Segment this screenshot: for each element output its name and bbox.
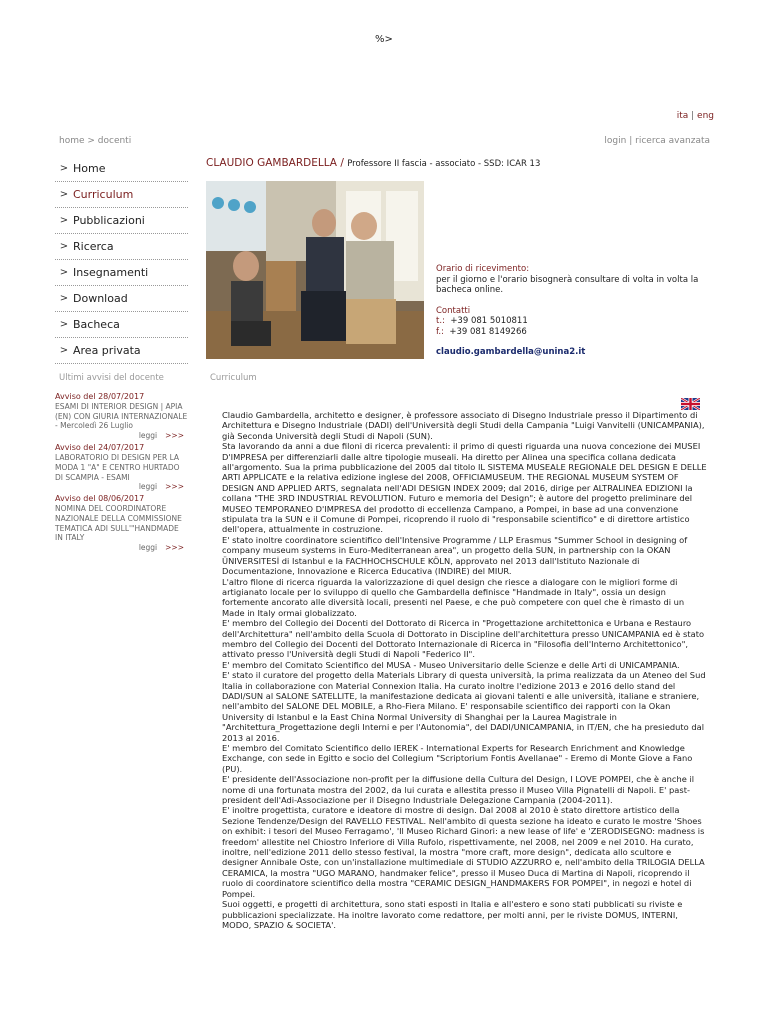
bio-paragraph: E' inoltre progettista, curatore e ideatore di mostre di design. Dal 2008 al 2010 è stato direttore artistico della Sezione Tendenze/Design del RAVELLO FESTIVAL. Nell'ambito di questa sezione ha ideato e curato le mostre 'Shoes on exhibit: i tesori del Museo Ferragamo', 'Il Museo Richard Ginori: a new lease of life' e 'ZERODISEGNO: madness is freedom' allestite nel Chiostro Inferiore di Villa Rufolo, rispettivamente, nel 2008, nel 2009 e nel 2010. Ha curato, inoltre, nell'edizione 2011 dello stesso festival, la mostra "more craft, more design", dedicata allo scultore e designer Annibale Oste, con un'installazione multimediale di STUDIO AZZURRO e, nell'ambito della TRILOGIA DELLA CERAMICA, la mostra "UGO MARANO, handmaker felice", presso il Museo Duca di Martina di Napoli, ricoprendo il ruolo di coordinatore scientifico della mostra "CERAMIC DESIGN_HANDMAKERS FOR POMPEI", in negozi e hotel di Pompei. — [222, 805, 705, 899]
sidebar-item-label: Curriculum — [73, 188, 134, 201]
login-link[interactable]: login — [604, 136, 627, 146]
read-more-link[interactable] — [55, 543, 188, 553]
sidebar-item-download[interactable] — [55, 286, 188, 312]
lang-eng-link[interactable]: eng — [697, 111, 714, 121]
bio-paragraph: E' membro del Comitato Scientifico dello IEREK - International Experts for Research Enrichment and Knowledge Exchange, con sede in Egitto e socio del Collegium "Scriptorium Fontis Avellanae" - Eremo di Monte Giove a Fano (PU). — [222, 743, 693, 774]
curriculum-section-label: Curriculum — [210, 373, 257, 383]
stray-text: %> — [375, 34, 393, 45]
read-more-label: leggi — [138, 543, 158, 553]
avviso-date: Avviso del 28/07/2017 — [55, 392, 145, 401]
professor-name: CLAUDIO GAMBARDELLA / — [206, 157, 344, 169]
breadcrumb[interactable]: home > docenti — [59, 136, 132, 146]
chevron-right-icon: > — [59, 319, 69, 330]
bio-paragraph: E' stato il curatore del progetto della Materials Library di questa università, la prima realizzata da un Ateneo del Sud Italia in collaborazione con Material Connexion Italia. Ha curato inoltre l'edizione 2013 e 2016 dello stand del DADI/SUN al SALONE SATELLITE, la manifestazione dedicata ai giovani talenti e alle università, italiane e straniere, nell'ambito del SALONE DEL MOBILE, a Rho-Fiera Milano. E' responsabile scientifico dei rapporti con la Okan University di Istanbul e la East China Normal University di Shanghai per la Laurea Magistrale in "Architettura_Progettazione degli Interni e per l'Autonomia", del DADI/UNICAMPANIA, in IT/EN, che ha presieduto dal 2013 al 2016. — [222, 670, 706, 743]
read-more-link[interactable] — [55, 482, 188, 492]
advanced-search-link[interactable]: ricerca avanzata — [635, 136, 710, 146]
bio-paragraph: Suoi oggetti, e progetti di architettura, sono stati esposti in Italia e all'estero e sono stati pubblicati su riviste e pubblicazioni specializzate. Ha inoltre lavorato come redattore, per molti anni, per le riviste DOMUS, INTERNI, MODO, SPAZIO & SOCIETA'. — [222, 899, 683, 930]
top-links-separator: | — [629, 136, 633, 146]
avviso-date: Avviso del 24/07/2017 — [55, 443, 145, 453]
read-more-label: leggi — [138, 482, 158, 492]
sidebar-item-pubblicazioni[interactable] — [55, 208, 188, 234]
list-item — [55, 392, 188, 441]
read-more-arrows: >>> — [165, 543, 184, 553]
sidebar-item-label: Insegnamenti — [73, 266, 149, 279]
chevron-right-icon: > — [59, 241, 69, 252]
chevron-right-icon: > — [59, 189, 69, 200]
office-hours-label: Orario di ricevimento: — [436, 264, 530, 274]
sidebar-item-label: Download — [73, 292, 128, 305]
uk-flag-icon[interactable] — [681, 398, 700, 410]
avvisi-title: Ultimi avvisi del docente — [59, 373, 164, 383]
lang-separator: | — [691, 111, 695, 121]
chevron-right-icon: > — [59, 163, 69, 174]
sidebar-item-ricerca[interactable] — [55, 234, 188, 260]
sidebar-item-bacheca[interactable] — [55, 312, 188, 338]
language-switcher — [677, 111, 714, 121]
contact-info — [436, 264, 726, 358]
profile-photo — [206, 181, 424, 359]
sidebar-item-area-privata[interactable] — [55, 338, 188, 364]
avviso-text: LABORATORIO DI DESIGN PER LA MODA 1 "A" E CENTRO HURTADO DI SCAMPIA - ESAMI — [55, 453, 180, 482]
bio-paragraph: E' membro del Comitato Scientifico del MUSA - Museo Universitario delle Scienze e delle Arti di UNICAMPANIA. — [222, 659, 680, 670]
curriculum-text — [222, 410, 708, 930]
email-link[interactable]: claudio.gambardella@unina2.it — [436, 347, 586, 357]
phone-row — [436, 316, 726, 327]
read-more-link[interactable] — [55, 431, 188, 441]
phone-number: +39 081 5010811 — [450, 316, 528, 326]
read-more-arrows: >>> — [165, 482, 184, 492]
read-more-arrows: >>> — [165, 431, 184, 441]
page-title — [206, 157, 540, 169]
sidebar-item-label: Home — [73, 162, 106, 175]
avvisi-list — [55, 392, 188, 555]
read-more-label: leggi — [138, 431, 158, 441]
bio-paragraph: E' membro del Collegio dei Docenti del Dottorato di Ricerca in "Progettazione architettonica e Urbana e Restauro dell'Architettura" nell'ambito della Scuola di Dottorato in Discipline dell'architettura presso UNICAMPANIA ed è stato membro del Collegio dei Docenti del Dottorato Internazionale di Ricerca in "Filosofia dell'Interno Architettonico", attivato presso l'Università degli Studi di Napoli "Federico II". — [222, 618, 705, 660]
fax-row — [436, 327, 726, 338]
chevron-right-icon: > — [59, 293, 69, 304]
sidebar-item-insegnamenti[interactable] — [55, 260, 188, 286]
list-item — [55, 443, 188, 492]
sidebar-item-curriculum[interactable] — [55, 182, 188, 208]
sidebar-item-label: Pubblicazioni — [73, 214, 145, 227]
avviso-text: NOMINA DEL COORDINATORE NAZIONALE DELLA COMMISSIONE TEMATICA ADI SULL'"HANDMADE IN ITALY — [55, 504, 182, 543]
bio-paragraph: Sta lavorando da anni a due filoni di ricerca prevalenti: il primo di questi riguarda una nuova concezione dei MUSEI D'IMPRESA per differenziarli dalle altre tipologie museali. Ha diretto per Alinea una specifica collana dedicata all'argomento. Sua la prima pubblicazione del 2005 dal titolo IL SISTEMA MUSEALE REGIONALE DEL DESIGN E DELLE ARTI APPLICATE e la relativa edizione inglese del 2008, OFFICIAMUSEUM. THE REGIONAL MUSEUM SYSTEM OF DESIGN AND APPLIED ARTS, segnalata nell'ADI DESIGN INDEX 2009; dal 2016, dirige per ALTRALINEA EDIZIONI la collana "THE 3RD INDUSTRIAL REVOLUTION. Futuro e memoria del Design"; è autore del progetto preliminare del MUSEO TEMPORANEO D'IMPRESA del prodotto di eccellenza Campano, a Pompei, in base ad una convenzione stipulata tra la SUN e il Comune di Pompei, ricoprendo il ruolo di "responsabile scientifico" e di direttore artistico dell'opera, attualmente in costruzione. — [222, 441, 707, 535]
sidebar-nav — [55, 156, 188, 364]
bio-paragraph: E' presidente dell'Associazione non-profit per la diffusione della Cultura del Design, I LOVE POMPEI, che è anche il nome di una fortunata mostra del 2002, da lui curata e allestita presso il Museo Villa Pignatelli di Napoli. E' past-president dell'Adi-Associazione per il Disegno Industriale Delegazione Campania (2004-2011). — [222, 774, 695, 806]
bio-paragraph: E' stato inoltre coordinatore scientifico dell'Intensive Programme / LLP Erasmus "Summer School in designing of company museum systems in Euro-Mediterranean area", un progetto della SUN, in partnership con la OKAN ÜNIVERSITESİ di Istanbul e la FACHHOCHSCHULE KÖLN, approvato nel 2013 dall'Istituto Nazionale di Documentazione, Innovazione e Ricerca Educativa (INDIRE) del MIUR. — [222, 534, 688, 577]
lang-ita-link[interactable]: ita — [676, 111, 689, 121]
top-links — [604, 136, 710, 146]
office-hours-text: per il giorno e l'orario bisognerà consultare di volta in volta la bacheca online. — [436, 274, 699, 295]
sidebar-item-home[interactable] — [55, 156, 188, 182]
fax-number: +39 081 8149266 — [449, 326, 527, 337]
list-item — [55, 494, 188, 553]
sidebar-item-label: Area privata — [73, 344, 141, 357]
sidebar-item-label: Bacheca — [73, 318, 120, 331]
bio-paragraph: L'altro filone di ricerca riguarda la valorizzazione di quel design che riesce a dialogare con le migliori forme di artigianato locale per lo sviluppo di quello che Gambardella definisce "Handmade in Italy", ossia un design fortemente ancorato alle diversità locali, presenti nel Paese, e che può competere con quel che è rimasto di un Made in Italy ormai globalizzato. — [222, 576, 685, 618]
avviso-date: Avviso del 08/06/2017 — [55, 494, 145, 504]
chevron-right-icon: > — [59, 267, 69, 278]
avviso-text: ESAMI DI INTERIOR DESIGN | APIA (EN) CON GIURIA INTERNAZIONALE - Mercoledì 26 Luglio — [55, 402, 188, 431]
sidebar-item-label: Ricerca — [73, 240, 114, 253]
fax-label: f.: — [436, 326, 444, 337]
phone-label: t.: — [436, 316, 445, 326]
chevron-right-icon: > — [59, 345, 69, 356]
chevron-right-icon: > — [59, 215, 69, 226]
contacts-label: Contatti — [436, 305, 471, 316]
professor-role: Professore II fascia - associato - SSD: ICAR 13 — [347, 159, 541, 169]
bio-paragraph: Claudio Gambardella, architetto e designer, è professore associato di Disegno Industriale presso il Dipartimento di Architettura e Disegno Industriale (DADI) dell'Università degli Studi della Campania "Luigi Vanvitelli (UNICAMPANIA), già Seconda Università degli Studi di Napoli (SUN). — [222, 410, 705, 441]
